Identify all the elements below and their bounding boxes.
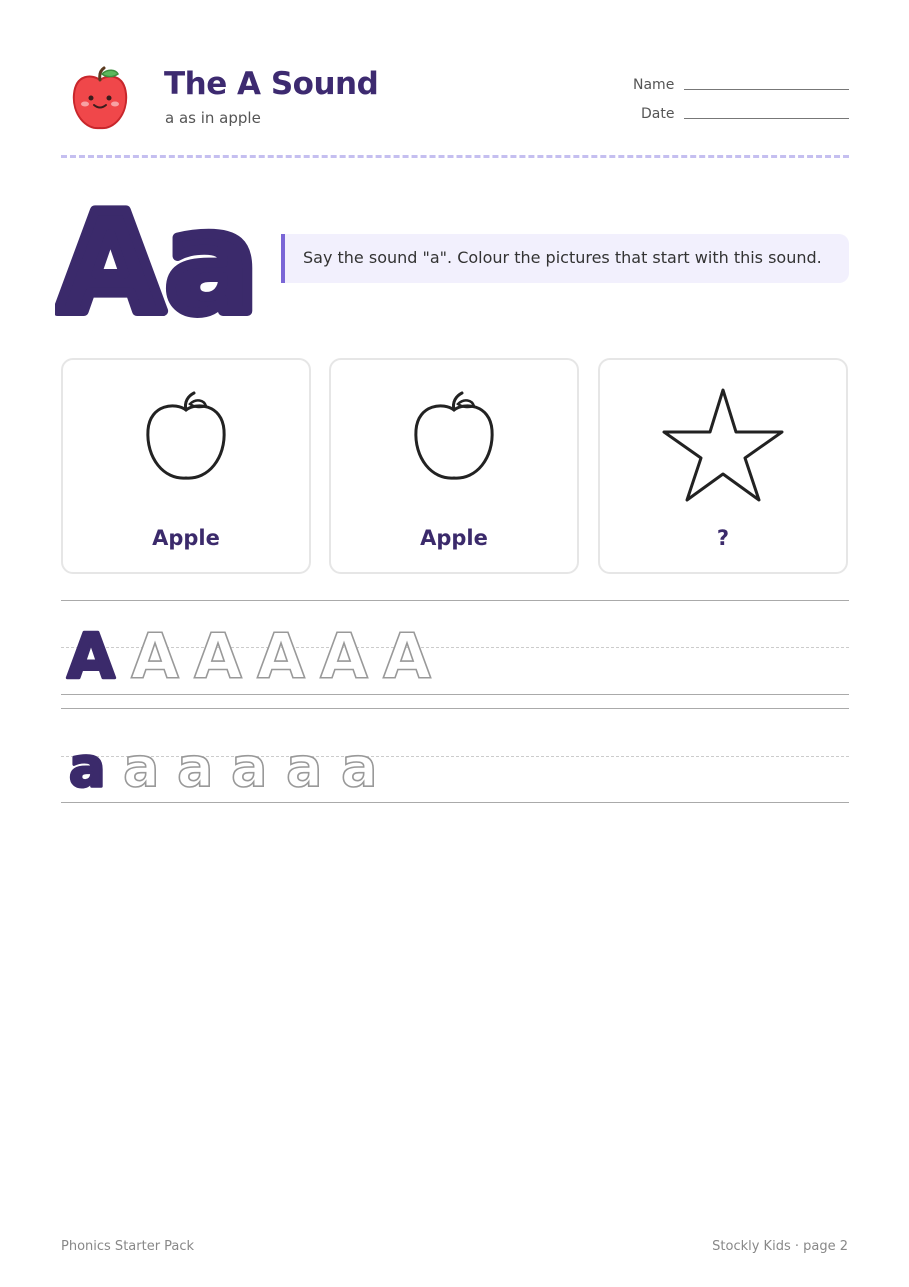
date-label: Date: [641, 106, 675, 122]
tracing-base-line: [61, 694, 849, 695]
trace-lower-letter: a: [341, 736, 378, 794]
picture-card-apple[interactable]: [329, 358, 579, 574]
uppercase-tracing-row[interactable]: [61, 616, 461, 688]
trace-upper-letter: A: [257, 620, 305, 688]
big-letter-display: [55, 200, 255, 320]
star-icon: [658, 388, 788, 506]
instruction-box: [281, 234, 849, 283]
big-lower-letter: a: [165, 200, 255, 320]
trace-lower-letter: a: [286, 736, 323, 794]
tracing-top-line: [61, 600, 849, 601]
card-label: Apple: [420, 526, 488, 550]
model-upper-letter: A: [67, 620, 115, 688]
picture-card-star[interactable]: [598, 358, 848, 574]
instruction-text: Say the sound "a". Colour the pictures that start with this sound.: [303, 248, 822, 267]
trace-lower-letter: a: [231, 736, 268, 794]
card-label: Apple: [152, 526, 220, 550]
page-title: The A Sound: [164, 66, 379, 102]
trace-upper-letter: A: [383, 620, 431, 688]
model-lower-letter: a: [69, 736, 106, 794]
big-upper-letter: A: [57, 200, 164, 320]
date-field[interactable]: [684, 118, 849, 119]
trace-upper-letter: A: [194, 620, 242, 688]
footer-left-text: Phonics Starter Pack: [61, 1239, 195, 1254]
trace-upper-letter: A: [131, 620, 179, 688]
header-divider: [61, 155, 849, 158]
page-subtitle: a as in apple: [165, 109, 261, 127]
footer-page-label: Stockly Kids · page 2: [712, 1239, 848, 1254]
card-label: ?: [716, 526, 730, 550]
apple-icon: [136, 388, 236, 506]
name-label: Name: [633, 77, 675, 93]
trace-lower-letter: a: [177, 736, 214, 794]
trace-upper-letter: A: [320, 620, 368, 688]
name-field[interactable]: [684, 89, 849, 90]
trace-lower-letter: a: [123, 736, 160, 794]
lowercase-tracing-row[interactable]: [61, 734, 401, 794]
tracing-top-line: [61, 708, 849, 709]
apple-icon: [404, 388, 504, 506]
apple-logo-icon: [68, 66, 132, 134]
picture-card-apple[interactable]: [61, 358, 311, 574]
tracing-base-line: [61, 802, 849, 803]
